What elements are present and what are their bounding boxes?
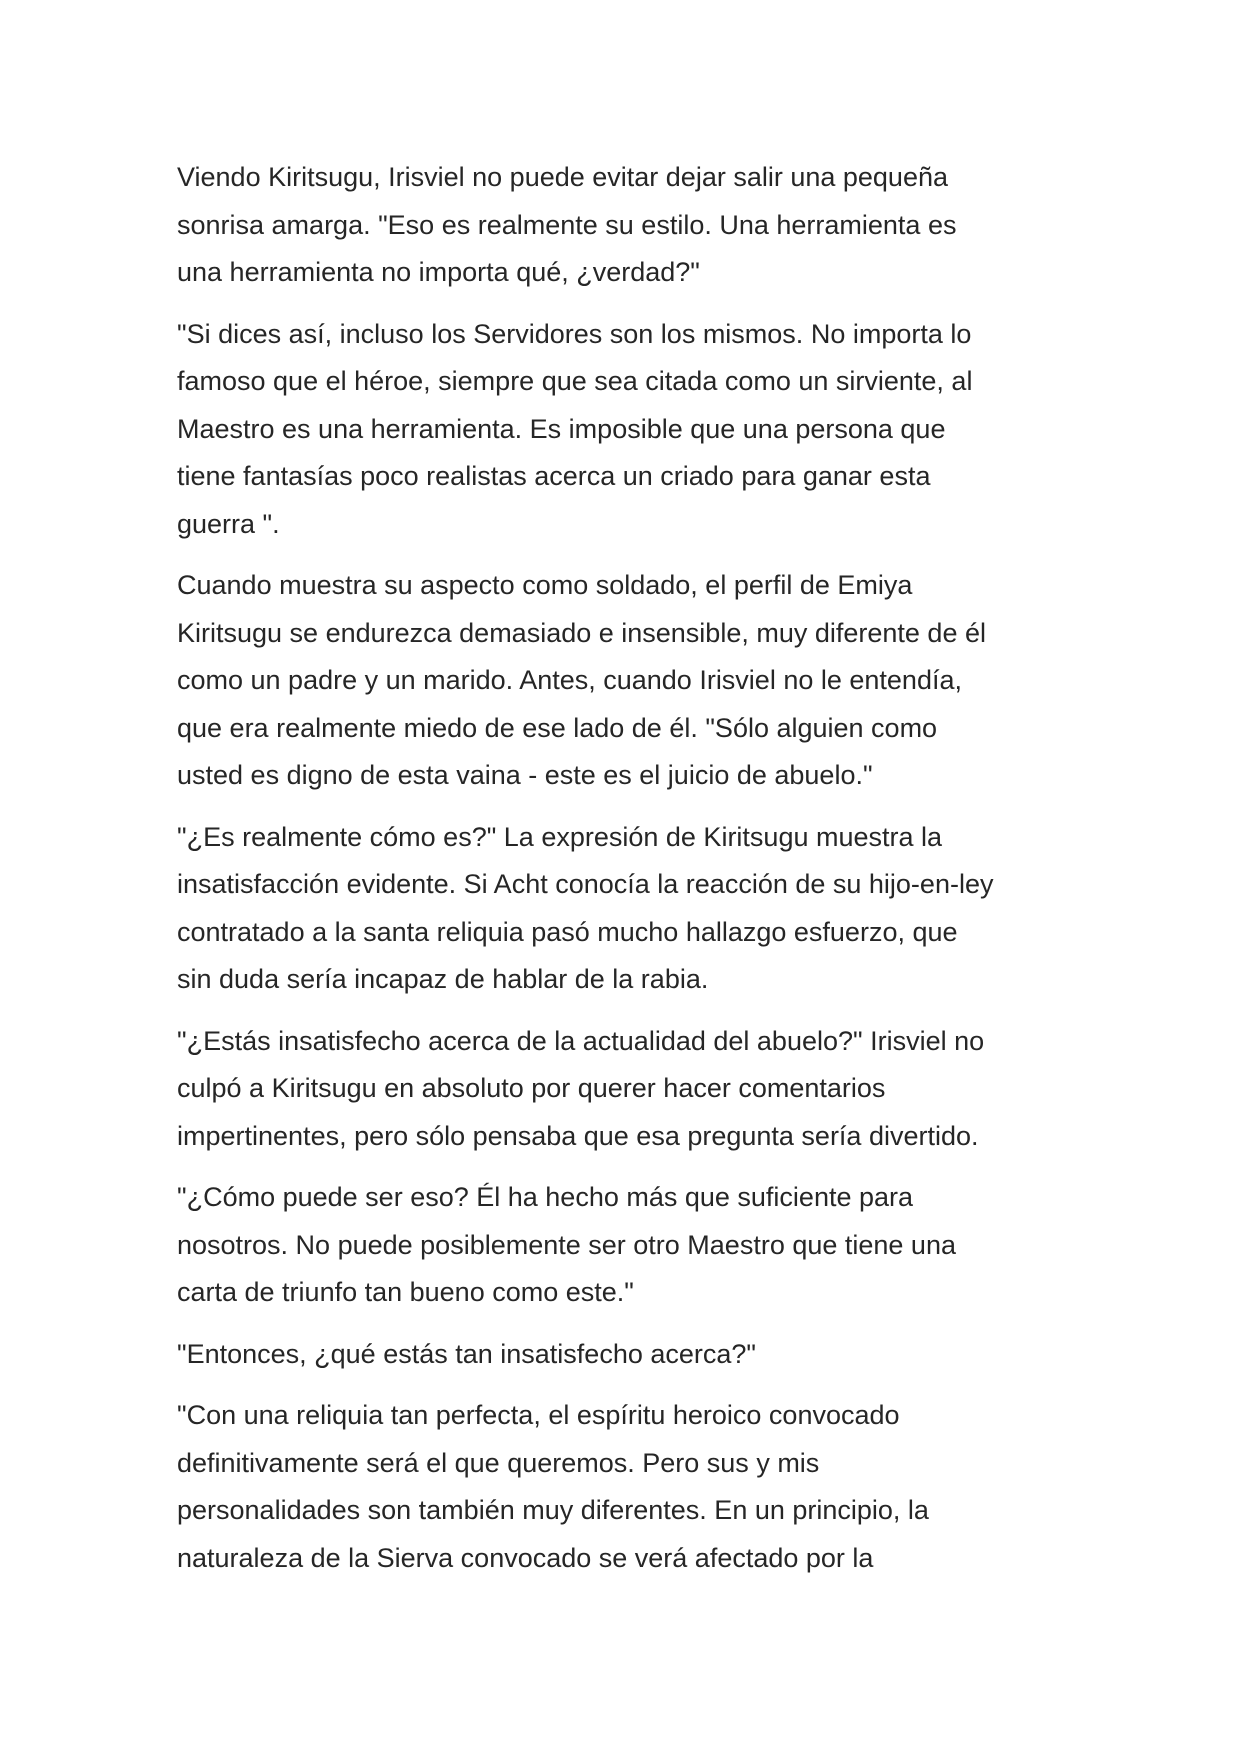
- paragraph: [177, 1174, 1077, 1317]
- text-line: definitivamente será el que queremos. Pero sus y mis: [177, 1447, 820, 1478]
- text-line: "¿Es realmente cómo es?" La expresión de Kiritsugu muestra la: [177, 821, 943, 852]
- paragraph: [177, 311, 1077, 549]
- text-line: "¿Estás insatisfecho acerca de la actualidad del abuelo?" Irisviel no: [177, 1025, 985, 1056]
- text-line: sonrisa amarga. "Eso es realmente su estilo. Una herramienta es: [177, 209, 957, 240]
- text-line: Maestro es una herramienta. Es imposible que una persona que: [177, 413, 946, 444]
- text-line: usted es digno de esta vaina - este es el juicio de abuelo.": [177, 760, 873, 790]
- text-line: tiene fantasías poco realistas acerca un criado para ganar esta: [177, 461, 931, 491]
- document-body: [177, 154, 1077, 1596]
- text-line: "¿Cómo puede ser eso? Él ha hecho más que suficiente para: [177, 1182, 914, 1212]
- text-line: famoso que el héroe, siempre que sea citada como un sirviente, al: [177, 366, 973, 396]
- text-line: contratado a la santa reliquia pasó mucho hallazgo esfuerzo, que: [177, 916, 958, 947]
- paragraph: [177, 154, 1077, 297]
- text-line: como un padre y un marido. Antes, cuando Irisviel no le entendía,: [177, 665, 962, 695]
- text-line: insatisfacción evidente. Si Acht conocía la reacción de su hijo-en-ley: [177, 869, 994, 899]
- text-line: que era realmente miedo de ese lado de él. "Sólo alguien como: [177, 712, 938, 743]
- text-line: culpó a Kiritsugu en absoluto por querer hacer comentarios: [177, 1073, 886, 1103]
- text-line: carta de triunfo tan bueno como este.": [177, 1277, 634, 1307]
- paragraph: [177, 814, 1077, 1004]
- text-line: una herramienta no importa qué, ¿verdad?": [177, 257, 700, 287]
- text-line: Cuando muestra su aspecto como soldado, el perfil de Emiya: [177, 570, 913, 600]
- paragraph: [177, 1018, 1077, 1161]
- text-line: "Si dices así, incluso los Servidores son los mismos. No importa lo: [177, 318, 972, 349]
- text-line: "Entonces, ¿qué estás tan insatisfecho acerca?": [177, 1338, 756, 1369]
- text-line: Viendo Kiritsugu, Irisviel no puede evitar dejar salir una pequeña: [177, 162, 948, 192]
- text-line: naturaleza de la Sierva convocado se verá afectado por la: [177, 1542, 874, 1573]
- text-line: personalidades son también muy diferentes. En un principio, la: [177, 1495, 929, 1525]
- text-line: impertinentes, pero sólo pensaba que esa pregunta sería divertido.: [177, 1120, 979, 1151]
- text-line: guerra ".: [177, 508, 280, 539]
- text-line: nosotros. No puede posiblemente ser otro Maestro que tiene una: [177, 1229, 956, 1260]
- text-line: Kiritsugu se endurezca demasiado e insensible, muy diferente de él: [177, 617, 986, 648]
- text-line: "Con una reliquia tan perfecta, el espíritu heroico convocado: [177, 1400, 900, 1430]
- paragraph: [177, 1331, 1077, 1379]
- text-line: sin duda sería incapaz de hablar de la rabia.: [177, 964, 709, 994]
- paragraph: [177, 562, 1077, 800]
- paragraph: [177, 1392, 1077, 1582]
